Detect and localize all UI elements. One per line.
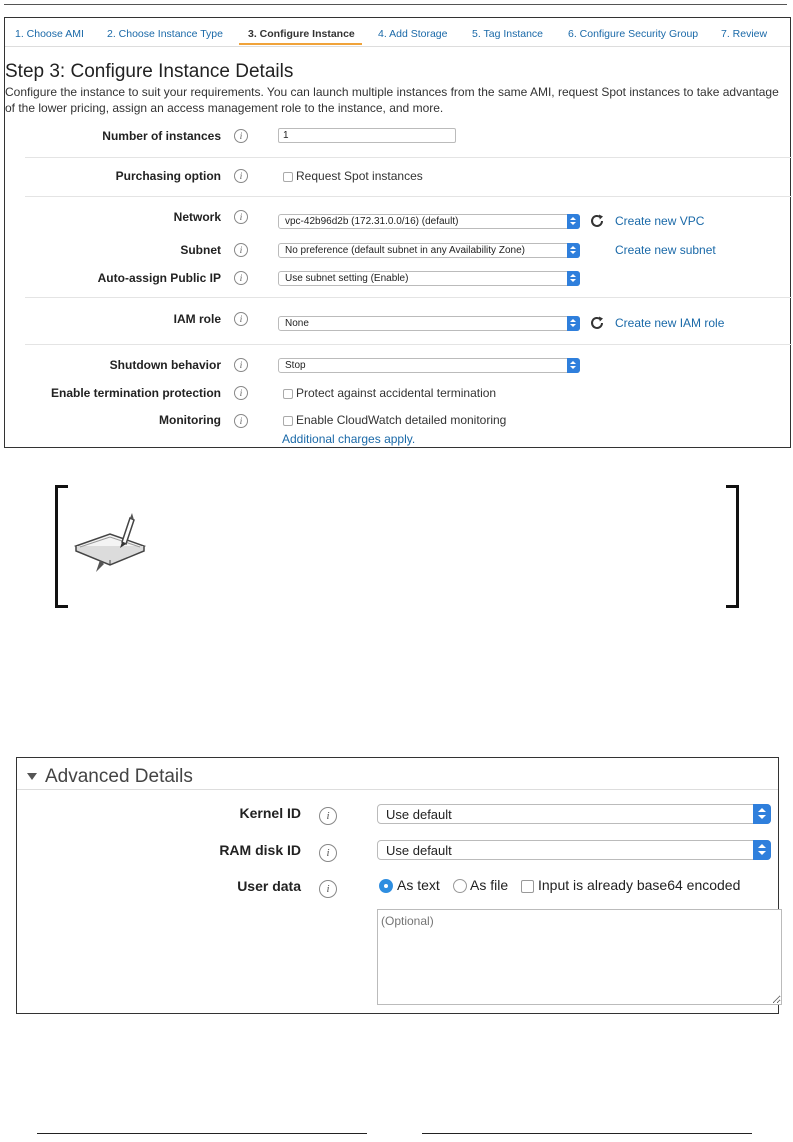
footer-rule-right xyxy=(422,1133,752,1134)
ram-disk-id-value: Use default xyxy=(386,843,452,858)
note-bracket-right xyxy=(726,485,739,608)
shutdown-behavior-select[interactable] xyxy=(278,358,580,373)
as-file-label: As file xyxy=(470,877,509,893)
iam-role-select[interactable] xyxy=(278,316,580,331)
triangle-down-icon[interactable] xyxy=(27,773,37,780)
chevron-updown-icon xyxy=(567,358,580,373)
iam-role-value: None xyxy=(285,318,309,329)
tab-choose-instance-type[interactable]: 2. Choose Instance Type xyxy=(107,28,223,40)
as-text-radio[interactable] xyxy=(379,879,393,893)
auto-assign-ip-value: Use subnet setting (Enable) xyxy=(285,273,409,284)
tab-tag-instance[interactable]: 5. Tag Instance xyxy=(472,28,544,40)
shutdown-behavior-value: Stop xyxy=(285,360,306,371)
refresh-icon[interactable] xyxy=(589,315,605,331)
monitoring-label: Monitoring xyxy=(159,413,221,427)
create-new-vpc-link[interactable]: Create new VPC xyxy=(615,214,705,228)
request-spot-checkbox[interactable] xyxy=(283,172,293,182)
step-description: Configure the instance to suit your requirements. You can launch multiple instances from the same AMI, request Spot instances to take advantage of the lower pricing, assign an access management role to the instance, and more. xyxy=(5,85,779,115)
active-tab-indicator xyxy=(239,43,362,45)
note-bracket-left xyxy=(55,485,68,608)
info-icon[interactable]: i xyxy=(234,358,248,372)
auto-assign-ip-label: Auto-assign Public IP xyxy=(97,271,221,285)
info-icon[interactable]: i xyxy=(319,844,337,862)
ram-disk-id-select[interactable] xyxy=(377,840,771,860)
chevron-updown-icon xyxy=(567,214,580,229)
user-data-label: User data xyxy=(237,878,301,894)
tab-configure-instance[interactable]: 3. Configure Instance xyxy=(248,28,355,40)
info-icon[interactable]: i xyxy=(234,129,248,143)
configure-instance-panel xyxy=(4,17,791,448)
user-data-textarea[interactable] xyxy=(377,909,782,1005)
info-icon[interactable]: i xyxy=(319,807,337,825)
divider xyxy=(25,157,792,158)
subnet-value: No preference (default subnet in any Availability Zone) xyxy=(285,245,525,256)
page-title: Step 3: Configure Instance Details xyxy=(5,61,294,82)
page-top-rule xyxy=(4,4,787,5)
chevron-updown-icon xyxy=(567,316,580,331)
monitoring-cb-label: Enable CloudWatch detailed monitoring xyxy=(296,413,507,427)
iam-role-label: IAM role xyxy=(173,312,221,326)
notes-icon xyxy=(70,512,152,574)
create-new-iam-role-link[interactable]: Create new IAM role xyxy=(615,316,725,330)
shutdown-behavior-label: Shutdown behavior xyxy=(109,358,221,372)
wizard-tabs xyxy=(5,18,790,47)
footer-rule-left xyxy=(37,1133,367,1134)
tab-add-storage[interactable]: 4. Add Storage xyxy=(378,28,448,40)
chevron-updown-icon xyxy=(567,243,580,258)
chevron-updown-icon xyxy=(753,840,771,860)
network-label: Network xyxy=(173,210,221,224)
base64-label: Input is already base64 encoded xyxy=(538,877,741,893)
number-of-instances-label: Number of instances xyxy=(102,129,221,143)
as-text-label: As text xyxy=(397,877,440,893)
kernel-id-label: Kernel ID xyxy=(239,805,301,821)
create-new-subnet-link[interactable]: Create new subnet xyxy=(615,243,716,257)
advanced-details-panel xyxy=(16,757,779,1014)
divider xyxy=(25,196,792,197)
chevron-updown-icon xyxy=(753,804,771,824)
additional-charges-link[interactable]: Additional charges apply. xyxy=(282,432,416,446)
network-select[interactable] xyxy=(278,214,580,229)
info-icon[interactable]: i xyxy=(234,414,248,428)
request-spot-label: Request Spot instances xyxy=(296,169,423,183)
termination-protection-label: Enable termination protection xyxy=(50,386,221,400)
tab-choose-ami[interactable]: 1. Choose AMI xyxy=(15,28,84,40)
tab-review[interactable]: 7. Review xyxy=(721,28,768,40)
base64-checkbox[interactable] xyxy=(521,880,534,893)
kernel-id-value: Use default xyxy=(386,807,452,822)
divider xyxy=(25,297,792,298)
network-value: vpc-42b96d2b (172.31.0.0/16) (default) xyxy=(285,216,459,227)
auto-assign-ip-select[interactable] xyxy=(278,271,580,286)
refresh-icon[interactable] xyxy=(589,213,605,229)
ram-disk-id-label: RAM disk ID xyxy=(219,842,301,858)
chevron-updown-icon xyxy=(567,271,580,286)
termination-protection-checkbox[interactable] xyxy=(283,389,293,399)
number-of-instances-input[interactable] xyxy=(278,128,456,143)
termination-protection-cb-label: Protect against accidental termination xyxy=(296,386,497,400)
divider xyxy=(17,789,778,790)
info-icon[interactable]: i xyxy=(234,271,248,285)
kernel-id-select[interactable] xyxy=(377,804,771,824)
info-icon[interactable]: i xyxy=(234,386,248,400)
as-file-radio[interactable] xyxy=(453,879,467,893)
info-icon[interactable]: i xyxy=(234,210,248,224)
info-icon[interactable]: i xyxy=(234,312,248,326)
info-icon[interactable]: i xyxy=(234,169,248,183)
divider xyxy=(25,344,792,345)
advanced-details-title[interactable]: Advanced Details xyxy=(45,766,193,787)
purchasing-option-label: Purchasing option xyxy=(115,169,221,183)
info-icon[interactable]: i xyxy=(319,880,337,898)
info-icon[interactable]: i xyxy=(234,243,248,257)
monitoring-checkbox[interactable] xyxy=(283,416,293,426)
tab-configure-security-group[interactable]: 6. Configure Security Group xyxy=(568,28,699,40)
subnet-label: Subnet xyxy=(180,243,221,257)
subnet-select[interactable] xyxy=(278,243,580,258)
